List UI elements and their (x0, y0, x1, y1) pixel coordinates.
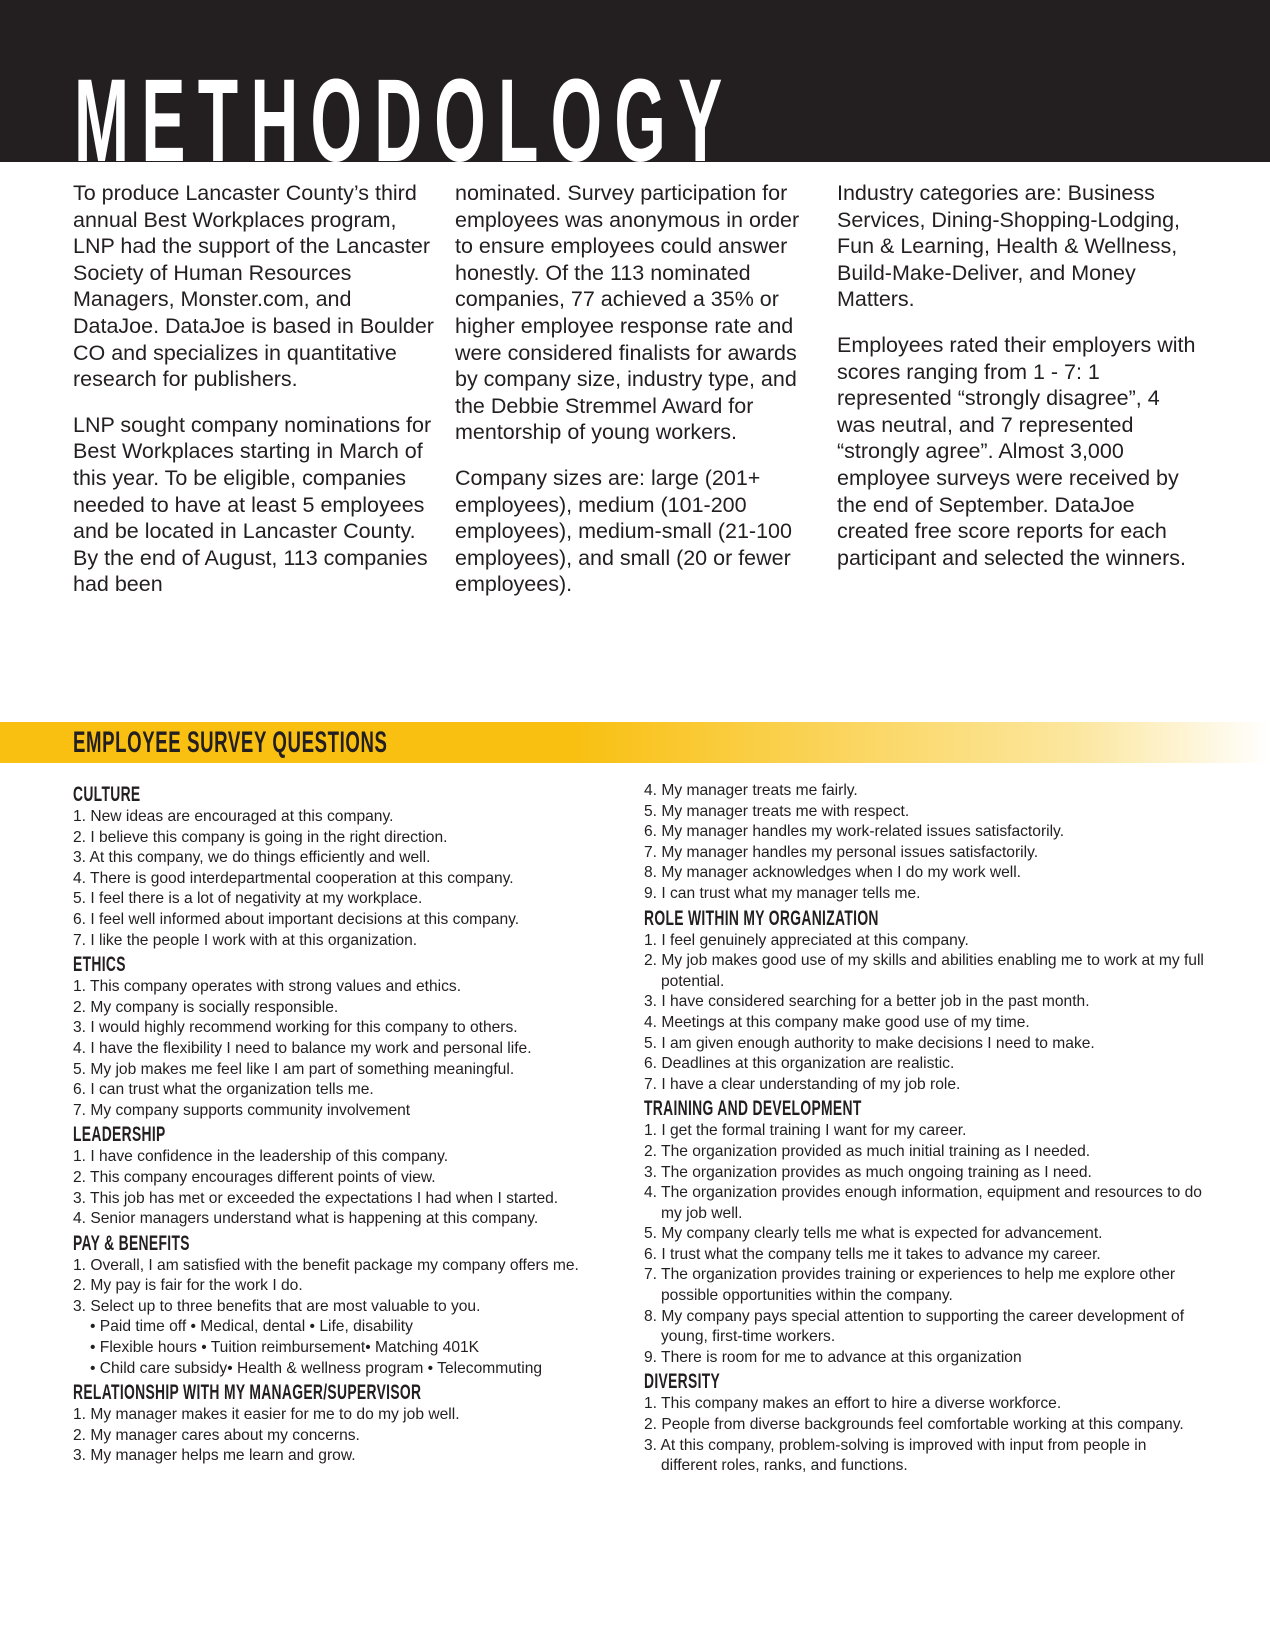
survey-question: 3. I would highly recommend working for this company to others. (73, 1019, 518, 1037)
survey-question: 2. My pay is fair for the work I do. (73, 1277, 303, 1295)
section-heading-ethics: ETHICS (73, 953, 126, 977)
survey-question: 4. The organization provides enough information, equipment and resources to do my job well. (644, 1184, 1202, 1222)
paragraph: LNP sought company nominations for Best Workplaces starting in March of this year. To be eligible, companies needed to have at least 5 employees and be located in Lancaster County. By the end of August, 113 companies had been (73, 412, 432, 597)
survey-question: 6. I feel well informed about important decisions at this company. (73, 910, 520, 928)
survey-column-right (644, 781, 1204, 1477)
survey-question: 4. There is good interdepartmental cooperation at this company. (73, 869, 514, 887)
paragraph: nominated. Survey participation for employees was anonymous in order to ensure employees could answer honestly. Of the 113 nominated companies, 77 achieved a 35% or higher employee response rate and were considered finalists for awards by company size, industry type, and the Debbie Stremmel Award for mentorship of young workers. (455, 181, 800, 445)
survey-question: 2. My company is socially responsible. (73, 998, 339, 1016)
survey-question: 9. There is room for me to advance at this organization (644, 1348, 1022, 1366)
survey-question: 7. I have a clear understanding of my job role. (644, 1075, 961, 1093)
section-heading-manager: RELATIONSHIP WITH MY MANAGER/SUPERVISOR (73, 1381, 422, 1405)
survey-question: 2. My job makes good use of my skills and abilities enabling me to work at my full potential. (644, 952, 1204, 990)
survey-question: 8. My company pays special attention to supporting the career development of young, first-time workers. (644, 1307, 1185, 1346)
survey-question: 6. My manager handles my work-related issues satisfactorily. (644, 823, 1065, 841)
methodology-text (73, 180, 1213, 617)
section-heading-leadership: LEADERSHIP (73, 1123, 166, 1147)
survey-question: 9. I can trust what my manager tells me. (644, 884, 921, 902)
section-heading-role: ROLE WITHIN MY ORGANIZATION (644, 906, 879, 930)
survey-question: 5. I am given enough authority to make decisions I need to make. (644, 1034, 1095, 1052)
survey-question: 4. Meetings at this company make good use of my time. (644, 1013, 1030, 1031)
survey-question: 3. The organization provides as much ongoing training as I need. (644, 1163, 1092, 1181)
paragraph: Industry categories are: Business Services, Dining-Shopping-Lodging, Fun & Learning, Health & Wellness, Build-Make-Deliver, and Money Matters. (837, 181, 1181, 312)
survey-question: 5. My company clearly tells me what is expected for advancement. (644, 1225, 1103, 1243)
survey-question: 8. My manager acknowledges when I do my work well. (644, 864, 1022, 882)
survey-question: 7. My company supports community involvement (73, 1101, 411, 1119)
survey-question: 1. Overall, I am satisfied with the benefit package my company offers me. (73, 1256, 579, 1274)
survey-question: 6. I can trust what the organization tells me. (73, 1081, 374, 1099)
survey-question: 1. I get the formal training I want for my career. (644, 1122, 967, 1140)
survey-column-left (73, 781, 633, 1467)
survey-question: 7. My manager handles my personal issues satisfactorily. (644, 843, 1039, 861)
benefit-options: • Child care subsidy• Health & wellness program • Telecommuting (90, 1359, 543, 1377)
survey-question: 2. The organization provided as much initial training as I needed. (644, 1142, 1091, 1160)
survey-section-band (0, 722, 1270, 763)
benefit-options: • Paid time off • Medical, dental • Life, disability (90, 1318, 413, 1336)
survey-question: 1. My manager makes it easier for me to do my job well. (73, 1406, 460, 1424)
survey-question: 1. This company makes an effort to hire a diverse workforce. (644, 1395, 1062, 1413)
section-heading-diversity: DIVERSITY (644, 1370, 721, 1394)
paragraph: Company sizes are: large (201+ employees), medium (101-200 employees), medium-small (21-100 employees), and small (20 or fewer employees). (455, 465, 792, 597)
survey-question: 3. At this company, we do things efficiently and well. (73, 849, 431, 867)
section-heading-training: TRAINING AND DEVELOPMENT (644, 1097, 862, 1121)
survey-question: 3. This job has met or exceeded the expectations I had when I started. (73, 1189, 559, 1207)
benefit-options: • Flexible hours • Tuition reimbursement• Matching 401K (90, 1339, 480, 1357)
methodology-column-1 (73, 180, 437, 617)
survey-question: 6. I trust what the company tells me it takes to advance my career. (644, 1245, 1101, 1263)
survey-question: 5. My job makes me feel like I am part of something meaningful. (73, 1060, 515, 1078)
survey-question: 1. I feel genuinely appreciated at this company. (644, 931, 969, 949)
survey-question: 6. Deadlines at this organization are realistic. (644, 1055, 955, 1073)
survey-question: 1. This company operates with strong values and ethics. (73, 978, 462, 996)
header-band (0, 0, 1270, 187)
survey-question: 1. I have confidence in the leadership of this company. (73, 1148, 449, 1166)
survey-question: 4. Senior managers understand what is happening at this company. (73, 1210, 539, 1228)
survey-question: 2. My manager cares about my concerns. (73, 1426, 360, 1444)
survey-question: 3. Select up to three benefits that are most valuable to you. (73, 1297, 481, 1315)
survey-question: 2. This company encourages different points of view. (73, 1168, 436, 1186)
survey-question: 7. I like the people I work with at this organization. (73, 931, 418, 949)
survey-question: 4. I have the flexibility I need to balance my work and personal life. (73, 1039, 532, 1057)
paragraph: To produce Lancaster County’s third annual Best Workplaces program, LNP had the support of the Lancaster Society of Human Resources Managers, Monster.com, and DataJoe. DataJoe is based in Boulder CO and specializes in quantitative research for publishers. (73, 181, 434, 392)
survey-question: 1. New ideas are encouraged at this company. (73, 808, 394, 825)
methodology-column-3 (837, 180, 1197, 617)
survey-question: 2. People from diverse backgrounds feel comfortable working at this company. (644, 1416, 1184, 1434)
survey-question: 5. My manager treats me with respect. (644, 802, 910, 820)
survey-question: 7. The organization provides training or experiences to help me explore other possible opportunities within the company. (644, 1266, 1176, 1305)
methodology-column-2 (455, 180, 819, 617)
survey-section-title: EMPLOYEE SURVEY QUESTIONS (73, 726, 388, 759)
survey-question: 3. At this company, problem-solving is improved with input from people in different roles, ranks, and functions. (644, 1436, 1147, 1475)
page-title: METHODOLOGY (74, 55, 735, 187)
survey-question: 4. My manager treats me fairly. (644, 782, 858, 799)
survey-question: 3. My manager helps me learn and grow. (73, 1447, 356, 1465)
survey-question: 5. I feel there is a lot of negativity at my workplace. (73, 890, 423, 908)
survey-question: 2. I believe this company is going in the right direction. (73, 828, 448, 846)
section-heading-culture: CULTURE (73, 783, 141, 806)
survey-question: 3. I have considered searching for a better job in the past month. (644, 993, 1090, 1011)
paragraph: Employees rated their employers with scores ranging from 1 - 7: 1 represented “strongly disagree”, 4 was neutral, and 7 represented “strongly agree”. Almost 3,000 employee surveys were received by the end of September. DataJoe created free score reports for each participant and selected the winners. (837, 332, 1196, 570)
section-heading-pay: PAY & BENEFITS (73, 1231, 190, 1255)
